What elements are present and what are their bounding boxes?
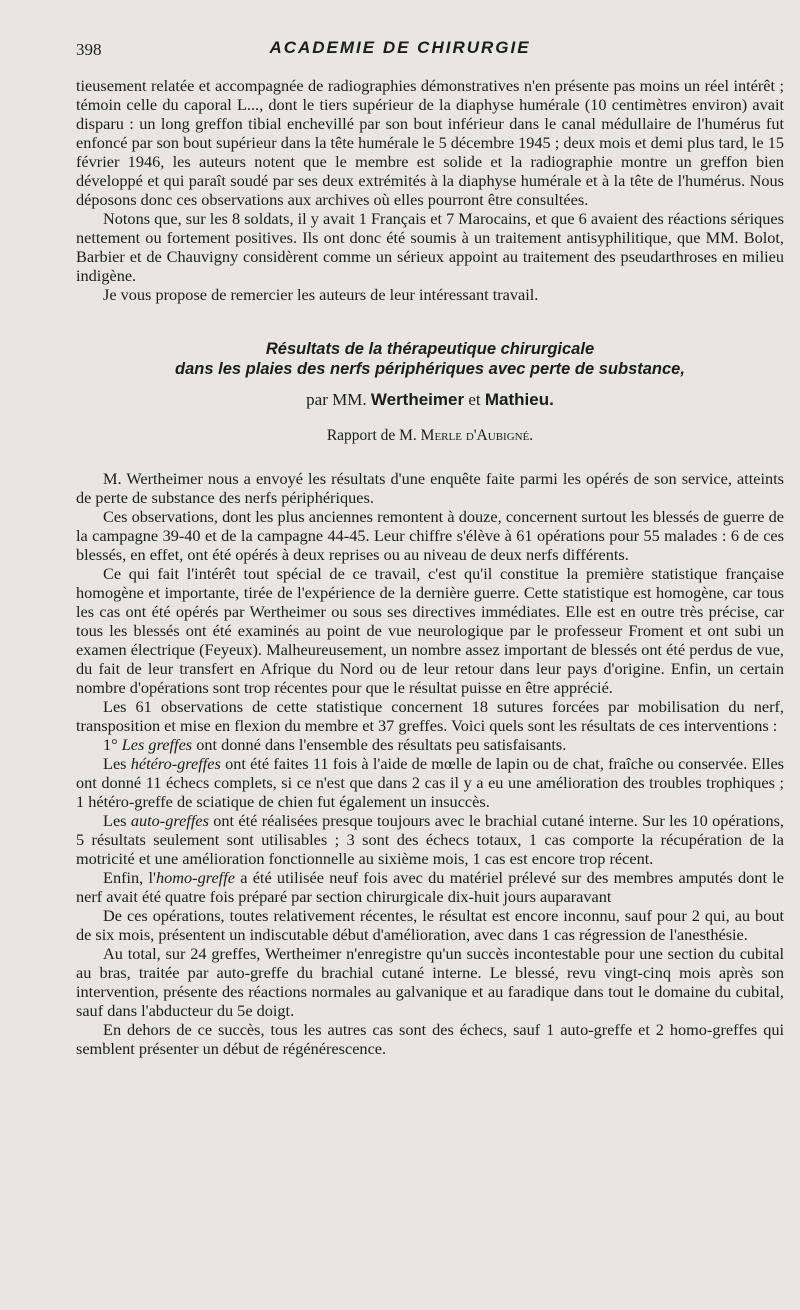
text-run: a été utilisée neuf fois avec du matériel prélevé sur des membres amputés dont le nerf avait été quatre fois préparé par section chirurgicale dix-huit jours auparavant [76,868,784,906]
author-name: Wertheimer [370,390,465,409]
reporter-name: Merle d'Aubigné. [420,427,534,444]
text-run: Les [103,811,131,830]
paragraph: Au total, sur 24 greffes, Wertheimer n'enregistre qu'un succès incontestable pour une section du cubital au bras, traitée par auto-greffe du brachial cutané interne. Le blessé, revu vingt-cinq mois après son intervention, présente des réactions normales au galvanique et au faradique dans tout le domaine du cubital, sauf dans l'abducteur du 5e doigt. [76,944,784,1020]
paragraph-hetero-greffes [76,754,784,811]
article-title-line-2: dans les plaies des nerfs périphériques avec perte de substance, [175,360,685,378]
article-title-line-1: Résultats de la thérapeutique chirurgicale [265,340,595,358]
authors-prefix: par MM. [306,390,367,409]
italic-term: homo-greffe [155,868,235,887]
article-authors [76,389,784,411]
text-run: ont été réalisées presque toujours avec le brachial cutané interne. Sur les 10 opérations, 5 résultats seulement sont utilisables ; 3 sont des échecs totaux, 1 cas comporte la récupération de la motricité et une amélioration fonctionnelle au sixième mois, 1 cas est encore trop récent. [76,811,784,868]
article-heading [76,339,784,445]
paragraph-auto-greffes [76,811,784,868]
text-run: ont été faites 11 fois à l'aide de mœlle de lapin ou de chat, fraîche ou conservée. Elles ont donné 11 échecs complets, si ce n'est que dans 2 cas il y a eu une amélioration des troubles trophiques ; 1 hétéro-greffe de sciatique de chien fut également un insuccès. [76,754,785,811]
italic-term: Les greffes [121,735,193,754]
paragraph: Les 61 observations de cette statistique concernent 18 sutures forcées par mobilisation du nerf, transposition et mise en flexion du membre et 37 greffes. Voici quels sont les résultats de ces interventions : [76,697,784,735]
author-name: Mathieu. [484,390,554,409]
text-run: 1° [103,735,122,754]
paragraph: Ces observations, dont les plus anciennes remontent à douze, concernent surtout les blessés de guerre de la campagne 39-40 et de la campagne 44-45. Leur chiffre s'élève à 61 opérations pour 55 malades : 6 de ces blessés, en effet, ont été opérés à deux reprises ou au niveau de deux nerfs différents. [76,507,784,564]
paragraph: De ces opérations, toutes relativement récentes, le résultat est encore inconnu, sauf pour 2 qui, au bout de six mois, présentent un indiscutable début d'amélioration, avec dans 1 cas régression de l'anesthésie. [76,906,784,944]
text-run: Enfin, l' [103,868,156,887]
paragraph-greffes [76,735,784,754]
authors-conjunction: et [468,390,481,409]
italic-term: auto-greffes [130,811,209,830]
paragraph-homo-greffe [76,868,784,906]
text-run: ont donné dans l'ensemble des résultats peu satisfaisants. [192,735,567,754]
running-title: ACADEMIE DE CHIRURGIE [269,38,531,57]
report-prefix: Rapport de M. [326,427,417,444]
paragraph: tieusement relatée et accompagnée de radiographies démonstratives n'en présente pas moins un réel intérêt ; témoin celle du caporal L..., dont le tiers supérieur de la diaphyse humérale (10 centimètres environ) avait disparu : un long greffon tibial enchevillé par son bout inférieur dans le canal médullaire de l'humérus fut enfoncé par son bout supérieur dans la tête humérale le 5 décembre 1945 ; deux mois et demi plus tard, le 15 février 1946, les auteurs notent que le membre est solide et la radiographie montre un greffon bien développé et qui paraît soudé par ses deux extrémités à la diaphyse humérale et à la tête de l'humérus. Nous déposons donc ces observations aux archives où elles pourront être consultées. [76,76,785,209]
paragraph: En dehors de ce succès, tous les autres cas sont des échecs, sauf 1 auto-greffe et 2 homo-greffes qui semblent présenter un début de régénérescence. [76,1020,784,1058]
text-run: Les [103,754,131,773]
page-body [76,76,784,1058]
italic-term: hétéro-greffes [130,754,221,773]
paragraph: Notons que, sur les 8 soldats, il y avait 1 Français et 7 Marocains, et que 6 avaient des réactions sériques nettement ou fortement positives. Ils ont donc été soumis à un traitement antisyphilitique, que MM. Bolot, Barbier et de Chauvigny considèrent comme un sérieux appoint au traitement des pseudarthroses en milieu indigène. [76,209,784,285]
page-number: 398 [76,40,102,59]
report-line [76,427,784,445]
paragraph: M. Wertheimer nous a envoyé les résultats d'une enquête faite parmi les opérés de son service, atteints de perte de substance des nerfs périphériques. [76,469,784,507]
paragraph: Je vous propose de remercier les auteurs de leur intéressant travail. [103,285,539,304]
page-header [0,38,800,62]
paragraph: Ce qui fait l'intérêt tout spécial de ce travail, c'est qu'il constitue la première statistique française homogène et importante, tirée de l'expérience de la dernière guerre. Cette statistique est homogène, car tous les cas ont été opérés par Wertheimer ou sous ses directives immédiates. Elle est en outre très précise, car tous les blessés ont été examinés au point de vue neurologique par le professeur Froment et ont subi un examen électrique (Feyeux). Malheureusement, un nombre assez important de blessés ont été perdus de vue, du fait de leur transfert en Afrique du Nord ou de leur retour dans leur pays d'origine. Enfin, un certain nombre d'opérations sont trop récentes pour que le résultat puisse en être apprécié. [76,564,784,697]
